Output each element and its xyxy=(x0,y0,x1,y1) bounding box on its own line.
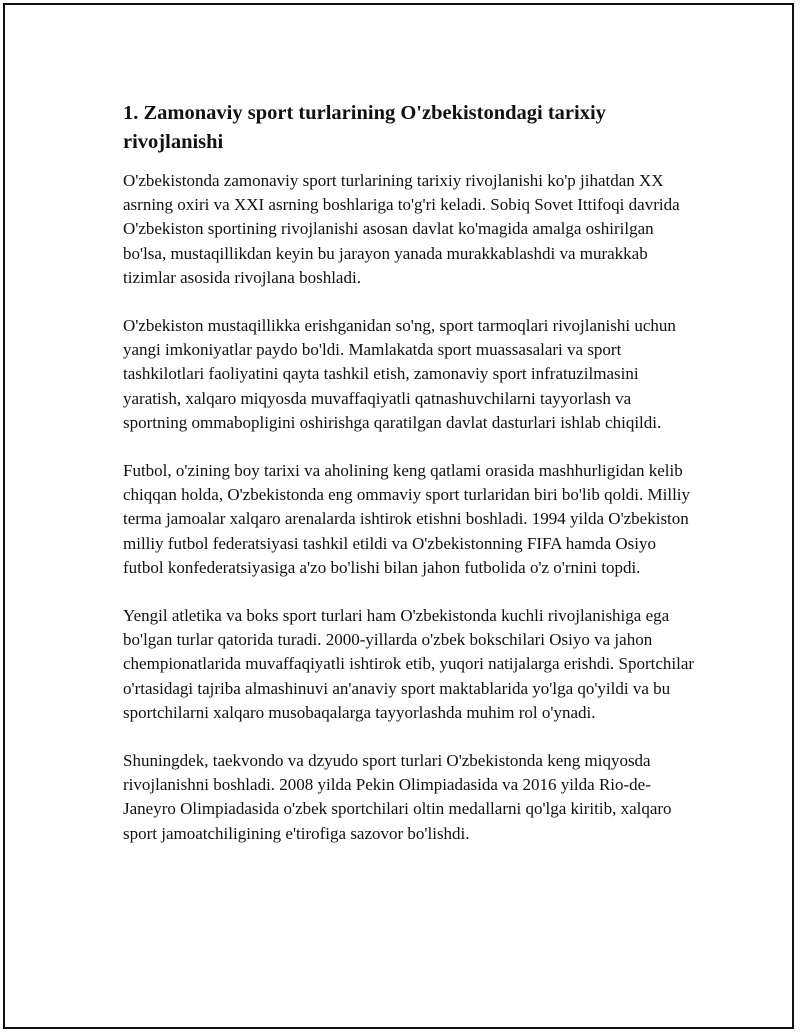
paragraph-4: Yengil atletika va boks sport turlari ham O'zbekistonda kuchli rivojlanishiga ega bo'lgan turlar qatorida turadi. 2000-yillarda o'zbek bokschilari Osiyo va jahon chempionatlarida muvaffaqiyatli ishtirok etib, yuqori natijalarga erishdi. Sportchilar o'rtasidagi tajriba almashinuvi an'anaviy sport maktablarida yo'lga qo'yildi va bu sportchilarni xalqaro musobaqalarga tayyorlashda muhim rol o'ynadi. xyxy=(123,606,695,722)
page-frame xyxy=(3,3,794,1029)
paragraph-3: Futbol, o'zining boy tarixi va aholining keng qatlami orasida mashhurligidan kelib chiqqan holda, O'zbekistonda eng ommaviy sport turlaridan biri bo'lib qoldi. Milliy terma jamoalar xalqaro arenalarda ishtirok etishni boshladi. 1994 yilda O'zbekiston milliy futbol federatsiyasi tashkil etildi va O'zbekistonning FIFA hamda Osiyo futbol konfederatsiyasiga a'zo bo'lishi bilan jahon futbolida o'z o'rnini topdi. xyxy=(123,461,691,577)
document-body xyxy=(123,99,695,846)
paragraph-1: O'zbekistonda zamonaviy sport turlarining tarixiy rivojlanishi ko'p jihatdan XX asrning oxiri va XXI asrning boshlariga to'g'ri keladi. Sobiq Sovet Ittifoqi davrida O'zbekiston sportining rivojlanishi asosan davlat ko'magida amalga oshirilgan bo'lsa, mustaqillikdan keyin bu jarayon yanada murakkablashdi va murakkab tizimlar asosida rivojlana boshladi. xyxy=(123,171,680,287)
paragraph-5: Shuningdek, taekvondo va dzyudo sport turlari O'zbekistonda keng miqyosda rivojlanishni boshladi. 2008 yilda Pekin Olimpiadasida va 2016 yilda Rio-de-Janeyro Olimpiadasida o'zbek sportchilari oltin medallarni qo'lga kiritib, xalqaro sport jamoatchiligining e'tirofiga sazovor bo'lishdi. xyxy=(123,751,672,843)
section-heading: 1. Zamonaviy sport turlarining O'zbekistondagi tarixiy rivojlanishi xyxy=(123,102,606,153)
paragraph-2: O'zbekiston mustaqillikka erishganidan so'ng, sport tarmoqlari rivojlanishi uchun yangi imkoniyatlar paydo bo'ldi. Mamlakatda sport muassasalari va sport tashkilotlari faoliyatini qayta tashkil etish, zamonaviy sport infratuzilmasini yaratish, xalqaro miqyosda muvaffaqiyatli qatnashuvchilarni tayyorlash va sportning ommabopligini oshirishga qaratilgan davlat dasturlari ishlab chiqildi. xyxy=(123,316,676,432)
